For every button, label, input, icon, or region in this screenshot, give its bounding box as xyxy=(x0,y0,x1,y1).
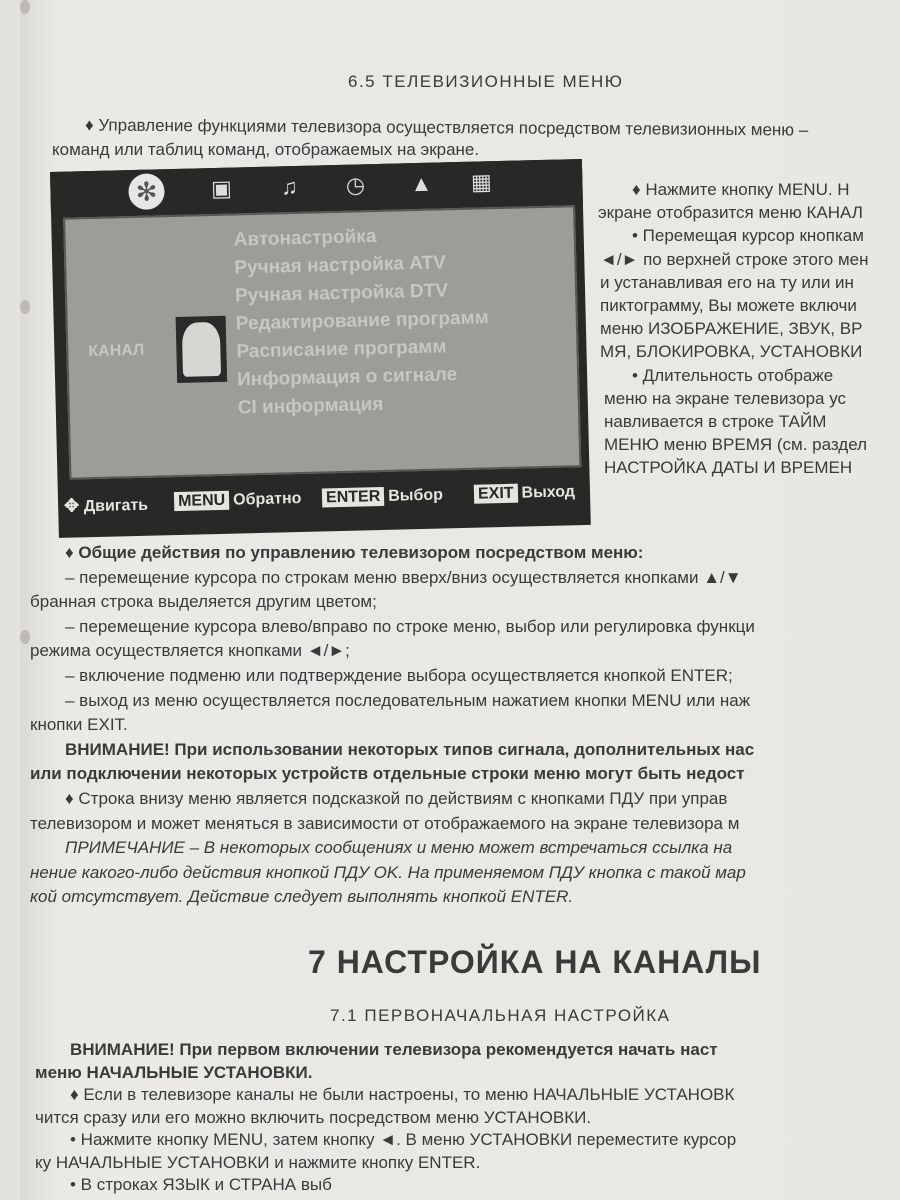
intro-line-2: команд или таблиц команд, отображаемых на экране. xyxy=(52,140,480,159)
body-line: или подключении некоторых устройств отдельные строки меню могут быть недост xyxy=(30,764,745,784)
body-line: ♦ Общие действия по управлению телевизором посредством меню: xyxy=(65,543,644,562)
menu-item-manual-atv: Ручная настройка ATV xyxy=(234,252,447,279)
side-line: • Длительность отображе xyxy=(632,365,834,385)
side-line: ◄/► по верхней строке этого мен xyxy=(600,249,869,269)
body-line: бранная строка выделяется другим цветом; xyxy=(30,592,377,612)
body-line: режима осуществляется кнопками ◄/►; xyxy=(30,641,350,661)
menu-item-signal-info: Информация о сигнале xyxy=(236,364,458,391)
music-note-icon: ♫ xyxy=(280,173,298,200)
chapter-title: 7 НАСТРОЙКА НА КАНАЛЫ xyxy=(308,944,762,980)
gear-icon: ✻ xyxy=(128,173,165,210)
side-line: МЯ, БЛОКИРОВКА, УСТАНОВКИ xyxy=(600,342,863,362)
tail-line: • Нажмите кнопку MENU, затем кнопку ◄. В меню УСТАНОВКИ переместите курсор xyxy=(70,1130,737,1149)
menu-item-ci-info: CI информация xyxy=(237,393,384,419)
body-line: – перемещение курсора по строкам меню вверх/вниз осуществляется кнопками ▲/▼ xyxy=(65,567,742,587)
body-line: – перемещение курсора влево/вправо по строке меню, выбор или регулировка функци xyxy=(65,616,755,636)
side-line: • Перемещая курсор кнопкам xyxy=(632,226,864,246)
menu-item-edit-programs: Редактирование программ xyxy=(235,307,489,335)
tv-menu-illustration xyxy=(50,159,591,538)
menu-item-manual-dtv: Ручная настройка DTV xyxy=(234,280,449,307)
side-line: экране отобразится меню КАНАЛ xyxy=(598,203,863,223)
move-arrows-icon: ✥ xyxy=(63,495,80,516)
body-line: кой отсутствует. Действие следует выполнять кнопкой ENTER. xyxy=(30,887,574,907)
tail-line: ВНИМАНИЕ! При первом включении телевизора рекомендуется начать наст xyxy=(70,1040,718,1059)
body-line: кнопки EXIT. xyxy=(30,715,128,735)
tail-line: ♦ Если в телевизоре каналы не были настроены, то меню НАЧАЛЬНЫЕ УСТАНОВК xyxy=(70,1085,735,1104)
tail-line: ку НАЧАЛЬНЫЕ УСТАНОВКИ и нажмите кнопку ENTER. xyxy=(35,1152,481,1172)
hint-exit: EXIT Выход xyxy=(474,483,575,503)
lock-icon: ▲ xyxy=(410,170,433,197)
side-line: МЕНЮ меню ВРЕМЯ (см. раздел xyxy=(604,435,868,455)
tail-line: чится сразу или его можно включить посредством меню УСТАНОВКИ. xyxy=(35,1107,592,1127)
menu-item-autotune: Автонастройка xyxy=(233,226,377,251)
side-line: меню на экране телевизора ус xyxy=(604,388,847,408)
body-line: нение какого-либо действия кнопкой ПДУ OK. На применяемом ПДУ кнопка с такой мар xyxy=(30,862,746,882)
subsection-title: 7.1 ПЕРВОНАЧАЛЬНАЯ НАСТРОЙКА xyxy=(330,1006,671,1025)
side-line: и устанавливая его на ту или ин xyxy=(600,272,854,292)
side-line: ♦ Нажмите кнопку MENU. Н xyxy=(632,180,850,199)
side-line: навливается в строке ТАЙМ xyxy=(604,412,827,431)
section-title: 6.5 ТЕЛЕВИЗИОННЫЕ МЕНЮ xyxy=(348,72,624,91)
intro-line-1: ♦ Управление функциями телевизора осуществляется посредством телевизионных меню – xyxy=(84,115,809,140)
side-line: меню ИЗОБРАЖЕНИЕ, ЗВУК, ВР xyxy=(600,319,863,339)
menu-category-label: КАНАЛ xyxy=(88,341,145,361)
body-line: – включение подменю или подтверждение выбора осуществляется кнопкой ENTER; xyxy=(65,666,733,685)
menu-panel xyxy=(63,205,581,479)
body-line: – выход из меню осуществляется последовательным нажатием кнопки MENU или наж xyxy=(65,690,751,710)
tail-line: меню НАЧАЛЬНЫЕ УСТАНОВКИ. xyxy=(35,1062,313,1082)
body-line: ♦ Строка внизу меню является подсказкой по действиям с кнопками ПДУ при управ xyxy=(65,789,728,808)
menu-item-schedule: Расписание программ xyxy=(236,336,447,363)
clock-icon: ◷ xyxy=(345,172,366,198)
monitor-icon: ▣ xyxy=(210,175,233,202)
grid-icon: ▦ xyxy=(470,169,493,195)
body-line: телевизором и может меняться в зависимости от отображаемого на экране телевизора м xyxy=(30,813,740,833)
body-line: ВНИМАНИЕ! При использовании некоторых типов сигнала, дополнительных нас xyxy=(65,739,755,759)
side-line: пиктограмму, Вы можете включи xyxy=(600,296,857,315)
hint-enter: ENTER Выбор xyxy=(322,486,443,507)
body-line: ПРИМЕЧАНИЕ – В некоторых сообщениях и меню может встречаться ссылка на xyxy=(65,838,733,858)
hint-menu: MENU Обратно xyxy=(174,490,302,511)
tail-line: • В строках ЯЗЫК и СТРАНА выб xyxy=(70,1175,332,1194)
hint-move: ✥ Двигать xyxy=(63,495,149,516)
satellite-dish-icon xyxy=(176,316,228,383)
side-line: НАСТРОЙКА ДАТЫ И ВРЕМЕН xyxy=(604,458,853,478)
